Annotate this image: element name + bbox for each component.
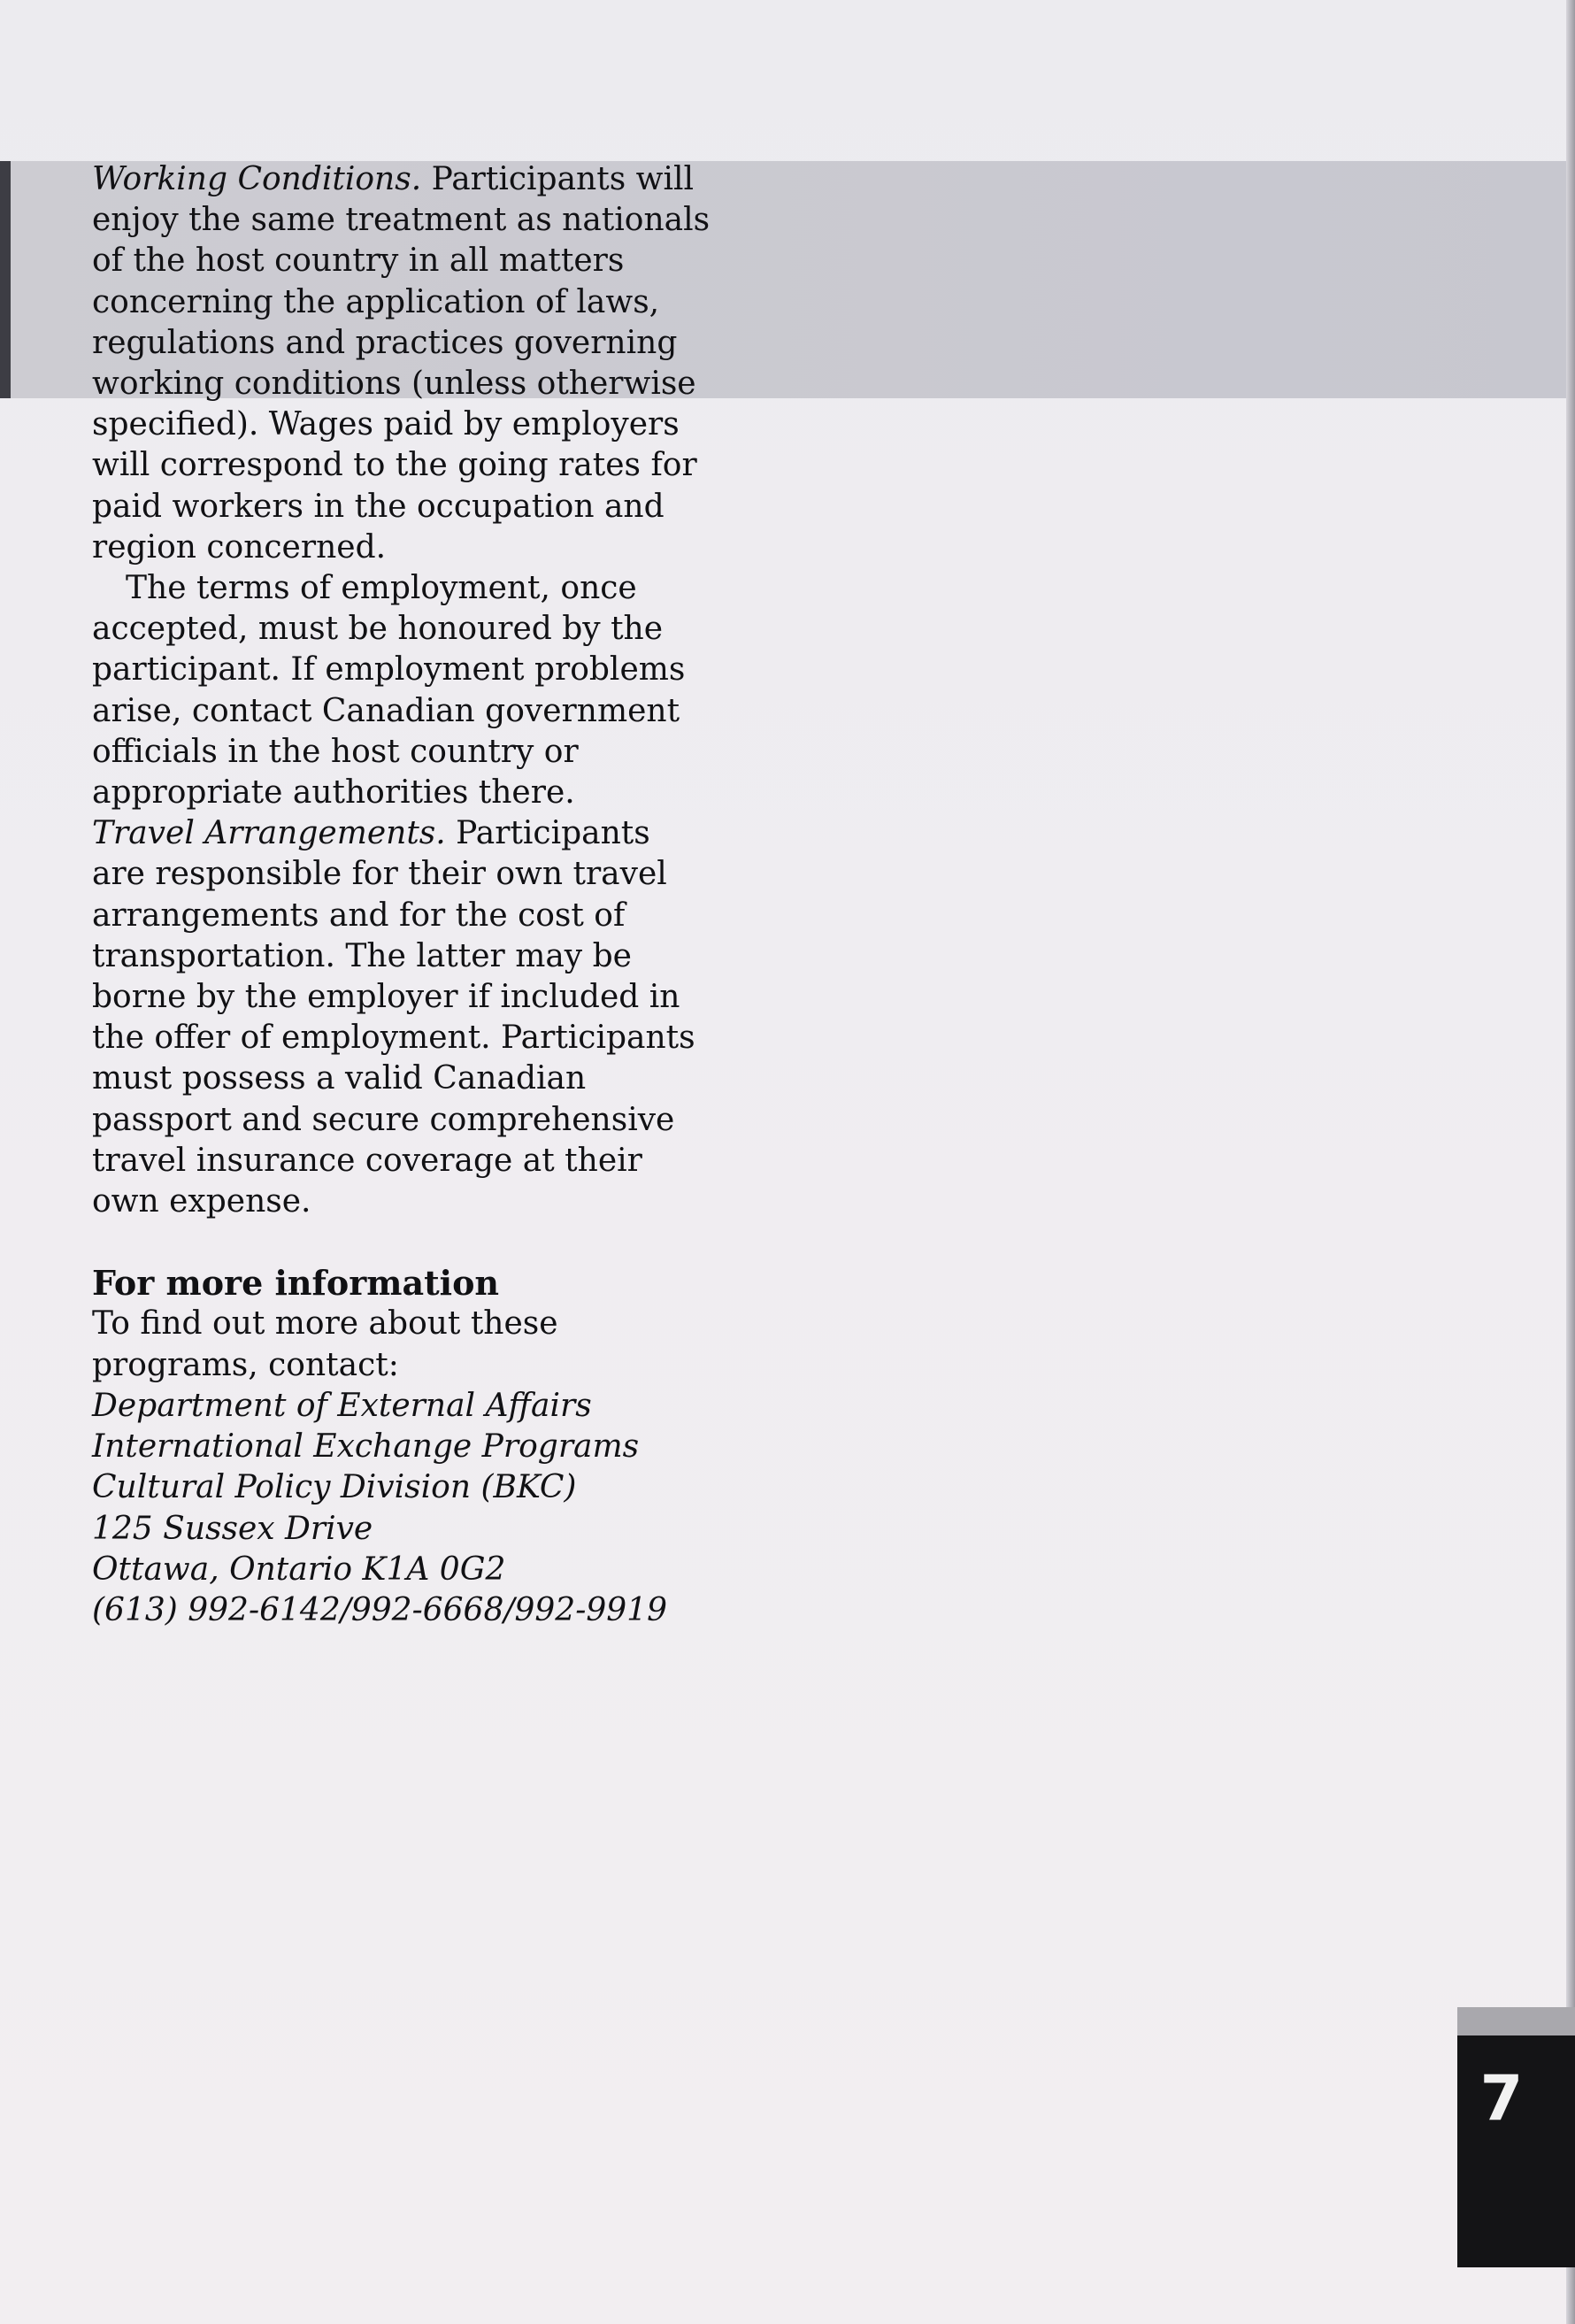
- working-conditions-paragraph: [92, 159, 711, 568]
- travel-arrangements-paragraph: [92, 813, 711, 1222]
- binding-edge: [0, 161, 11, 398]
- page-number: 7: [1479, 2062, 1524, 2135]
- working-conditions-label: Working Conditions.: [92, 161, 422, 197]
- address-line: Department of External Affairs: [92, 1387, 592, 1424]
- more-info-heading: For more information: [92, 1263, 500, 1304]
- page-edge-shadow: [1566, 0, 1575, 2324]
- travel-arrangements-label: Travel Arrangements.: [92, 815, 446, 852]
- more-info-intro: To find out more about these programs, contact:: [92, 1305, 558, 1383]
- address-line: Ottawa, Ontario K1A 0G2: [92, 1551, 506, 1588]
- terms-paragraph: The terms of employment, once accepted, must be honoured by the participant. If employment problems arise, contact Canadian government officials in the host country or appropriate authorities there.: [92, 570, 686, 812]
- travel-arrangements-text: Participants are responsible for their own travel arrangements and for the cost of transportation. The latter may be borne by the employer if included in the offer of employment. Participants must possess a valid Canadian passport and secure comprehensive travel insurance coverage at their own expense.: [92, 815, 695, 1220]
- working-conditions-text: Participants will enjoy the same treatment as nationals of the host country in all matters concerning the application of laws, regulations and practices governing working conditions (unless otherwise specified). Wages paid by employers will correspond to the going rates for paid workers in the occupation and region concerned.: [92, 161, 711, 566]
- address-line: International Exchange Programs: [92, 1428, 640, 1466]
- address-line: 125 Sussex Drive: [92, 1510, 373, 1547]
- page-tab-shadow: [1457, 2007, 1575, 2037]
- phone-numbers: (613) 992-6142/992-6668/992-9919: [92, 1591, 667, 1628]
- address-line: Cultural Policy Division (BKC): [92, 1469, 577, 1506]
- main-text-column: [92, 159, 711, 1631]
